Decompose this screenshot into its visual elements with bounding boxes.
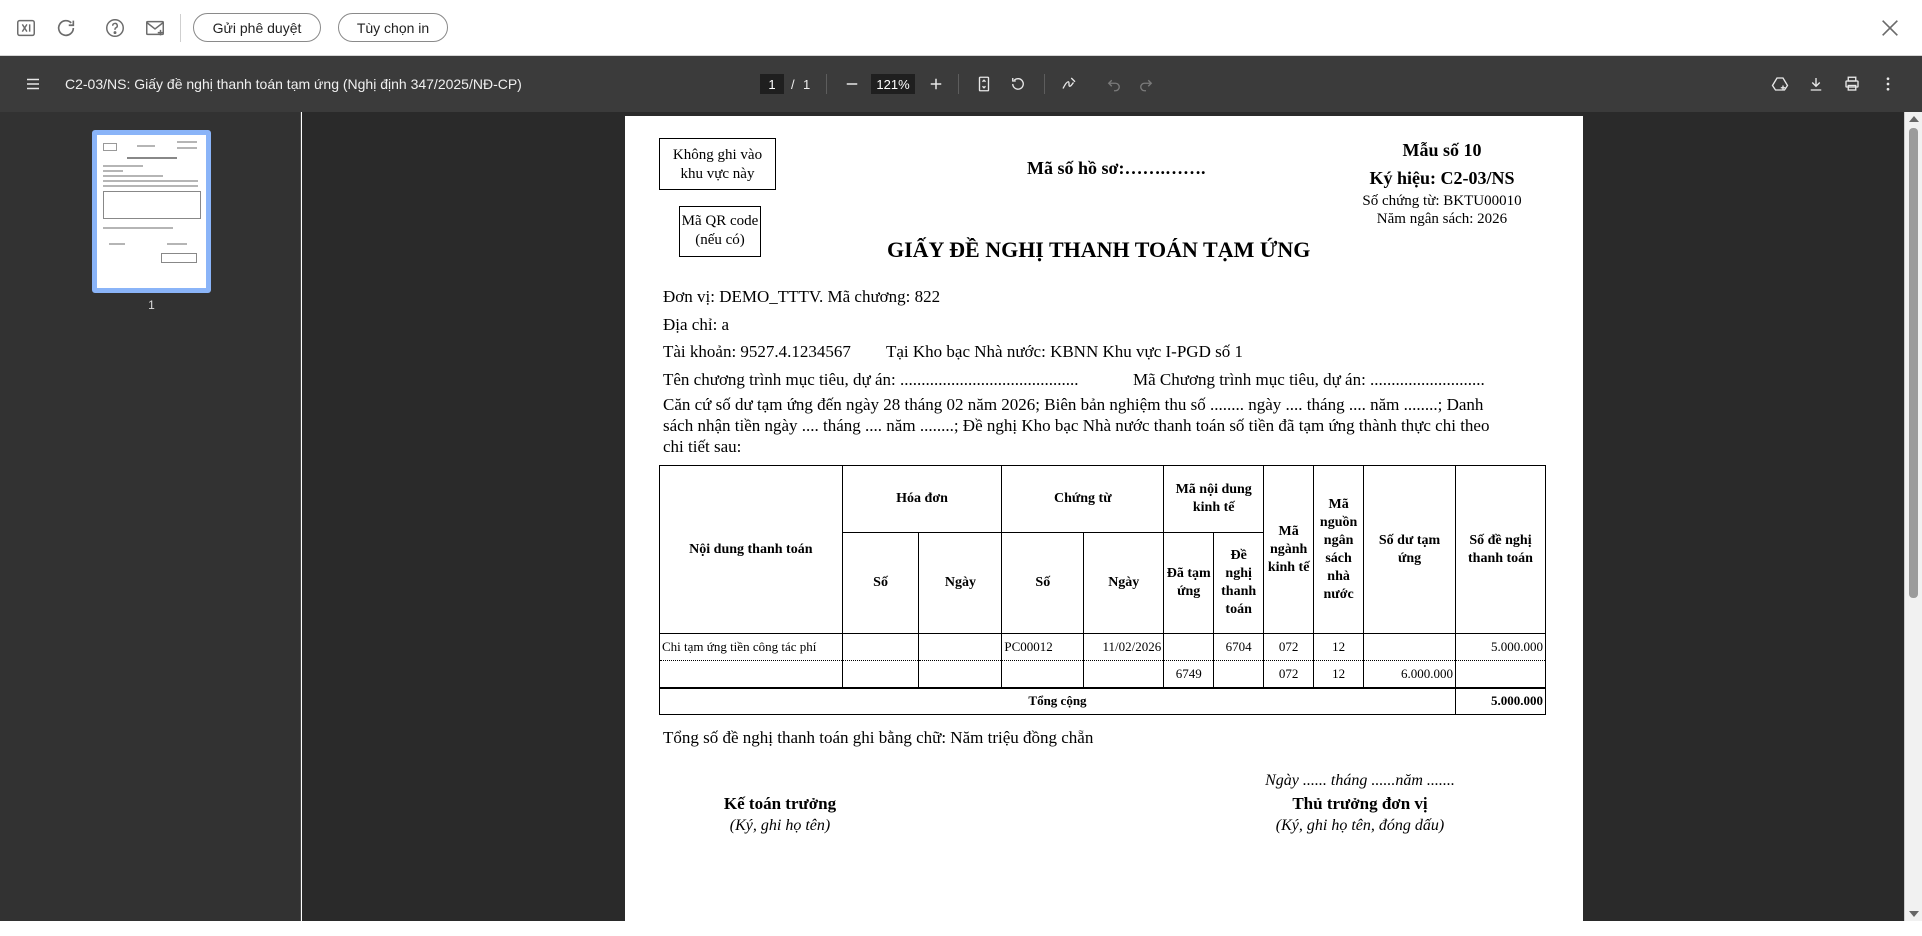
col-econ-content: Mã nội dung kinh tế xyxy=(1164,466,1264,533)
fit-page-icon[interactable] xyxy=(972,72,996,96)
excel-icon[interactable] xyxy=(12,14,40,42)
cell-invoice-no xyxy=(842,634,919,661)
col-voucher-date: Ngày xyxy=(1084,533,1164,634)
cell-voucher-date: 11/02/2026 xyxy=(1084,634,1164,661)
no-write-box: Không ghi vào khu vực này xyxy=(659,138,776,190)
thumbnail-page-label: 1 xyxy=(148,298,155,312)
cell-balance: 6.000.000 xyxy=(1364,661,1456,688)
print-icon[interactable] xyxy=(1840,72,1864,96)
save-to-drive-icon[interactable] xyxy=(1768,72,1792,96)
redo-icon[interactable] xyxy=(1134,72,1158,96)
col-invoice-no: Số xyxy=(842,533,919,634)
cell-sector: 072 xyxy=(1264,634,1314,661)
payment-table xyxy=(659,465,1546,715)
pdf-page xyxy=(625,116,1583,936)
sign-date: Ngày ...... tháng ......năm ....... xyxy=(1265,772,1455,789)
refresh-icon[interactable] xyxy=(52,14,80,42)
document-heading: GIẤY ĐỀ NGHỊ THANH TOÁN TẠM ỨNG xyxy=(887,237,1311,262)
download-icon[interactable] xyxy=(1804,72,1828,96)
col-advance-balance: Số dư tạm ứng xyxy=(1364,466,1456,634)
send-approval-button[interactable]: Gửi phê duyệt xyxy=(193,13,321,42)
form-number: Mẫu số 10 xyxy=(1402,140,1482,160)
basis-line-3: chi tiết sau: xyxy=(663,437,742,456)
basis-line-2: sách nhận tiền ngày .... tháng .... năm ........; Đề nghị Kho bạc Nhà nước thanh toán số tiền đã tạm ứng thành thực chi theo xyxy=(663,416,1490,435)
scroll-up-arrow[interactable] xyxy=(1909,116,1919,122)
cell-advanced xyxy=(1164,634,1214,661)
chief-accountant-title: Kế toán trưởng xyxy=(723,794,837,813)
col-voucher: Chứng từ xyxy=(1002,466,1164,533)
zoom-out-icon[interactable] xyxy=(840,72,864,96)
col-budget-source: Mã nguồn ngân sách nhà nước xyxy=(1314,466,1364,634)
col-econ-sector: Mã ngành kinh tế xyxy=(1264,466,1314,634)
undo-icon[interactable] xyxy=(1102,72,1126,96)
help-icon[interactable] xyxy=(101,14,129,42)
col-requested-amount: Số đề nghị thanh toán xyxy=(1455,466,1545,634)
cell-requested xyxy=(1214,661,1264,688)
col-voucher-no: Số xyxy=(1002,533,1084,634)
table-row xyxy=(660,661,1546,688)
head-of-unit-note: (Ký, ghi họ tên, đóng dấu) xyxy=(1275,817,1445,834)
rotate-icon[interactable] xyxy=(1006,72,1030,96)
total-pages: 1 xyxy=(803,76,811,92)
head-of-unit-title: Thủ trưởng đơn vị xyxy=(1292,794,1428,813)
zoom-in-icon[interactable] xyxy=(924,72,948,96)
program-line: Tên chương trình mục tiêu, dự án: .......................................... xyxy=(663,370,1079,389)
cell-source: 12 xyxy=(1314,661,1364,688)
vertical-scrollbar[interactable] xyxy=(1904,112,1922,921)
more-options-icon[interactable] xyxy=(1876,72,1900,96)
document-title: C2-03/NS: Giấy đề nghị thanh toán tạm ứng (Nghị định 347/2025/NĐ-CP) xyxy=(65,76,522,92)
account-line: Tài khoản: 9527.4.1234567 xyxy=(663,342,851,361)
cell-requested-amount xyxy=(1455,661,1545,688)
page-number-input[interactable]: 1 xyxy=(760,74,784,94)
cell-content: Chi tạm ứng tiền công tác phí xyxy=(660,634,843,661)
cell-requested-amount: 5.000.000 xyxy=(1455,634,1545,661)
cell-invoice-date xyxy=(919,661,1002,688)
thumbnail-panel xyxy=(0,112,301,921)
draw-icon[interactable] xyxy=(1057,72,1081,96)
zoom-input[interactable]: 121% xyxy=(871,74,915,94)
address-line: Địa chỉ: a xyxy=(663,315,730,334)
close-icon[interactable] xyxy=(1876,14,1904,42)
scroll-thumb[interactable] xyxy=(1909,128,1918,598)
menu-icon[interactable] xyxy=(21,72,45,96)
basis-line-1: Căn cứ số dư tạm ứng đến ngày 28 tháng 02 năm 2026; Biên bản nghiệm thu số ........ ngày .... tháng .... năm ........; Danh xyxy=(663,395,1484,414)
budget-year: Năm ngân sách: 2026 xyxy=(1376,211,1508,227)
unit-line: Đơn vị: DEMO_TTTV. Mã chương: 822 xyxy=(663,287,941,306)
cell-voucher-no: PC00012 xyxy=(1002,634,1084,661)
cell-sector: 072 xyxy=(1264,661,1314,688)
pdf-toolbar xyxy=(0,56,1922,112)
cell-invoice-date xyxy=(919,634,1002,661)
page-separator: / xyxy=(791,76,795,92)
page-thumbnail[interactable] xyxy=(92,130,211,293)
cell-advanced: 6749 xyxy=(1164,661,1214,688)
total-value: 5.000.000 xyxy=(1455,688,1545,715)
chief-accountant-note: (Ký, ghi họ tên) xyxy=(729,817,831,834)
col-content: Nội dung thanh toán xyxy=(660,466,843,634)
total-label: Tổng cộng xyxy=(660,688,1456,715)
cell-balance xyxy=(1364,634,1456,661)
program-code-line: Mã Chương trình mục tiêu, dự án: ........................... xyxy=(1133,370,1485,389)
table-row xyxy=(660,634,1546,661)
col-advanced: Đã tạm ứng xyxy=(1164,533,1214,634)
col-invoice: Hóa đơn xyxy=(842,466,1002,533)
cell-source: 12 xyxy=(1314,634,1364,661)
cell-content xyxy=(660,661,843,688)
amount-in-words: Tổng số đề nghị thanh toán ghi bằng chữ: Năm triệu đồng chẵn xyxy=(663,728,1094,747)
scroll-down-arrow[interactable] xyxy=(1909,911,1919,917)
total-row xyxy=(660,688,1546,715)
print-options-button[interactable]: Tùy chọn in xyxy=(338,13,448,42)
mail-icon[interactable] xyxy=(141,14,169,42)
treasury-line: Tại Kho bạc Nhà nước: KBNN Khu vực I-PGD số 1 xyxy=(886,342,1243,361)
file-code: Mã số hồ sơ:…….……. xyxy=(1027,158,1206,178)
qr-code-box: Mã QR code (nếu có) xyxy=(679,206,761,257)
form-symbol: Ký hiệu: C2-03/NS xyxy=(1369,168,1515,188)
voucher-number: Số chứng từ: BKTU00010 xyxy=(1362,193,1522,209)
cell-voucher-date xyxy=(1084,661,1164,688)
cell-requested: 6704 xyxy=(1214,634,1264,661)
app-toolbar xyxy=(0,0,1922,56)
col-requested: Đề nghị thanh toán xyxy=(1214,533,1264,634)
col-invoice-date: Ngày xyxy=(919,533,1002,634)
cell-voucher-no xyxy=(1002,661,1084,688)
cell-invoice-no xyxy=(842,661,919,688)
